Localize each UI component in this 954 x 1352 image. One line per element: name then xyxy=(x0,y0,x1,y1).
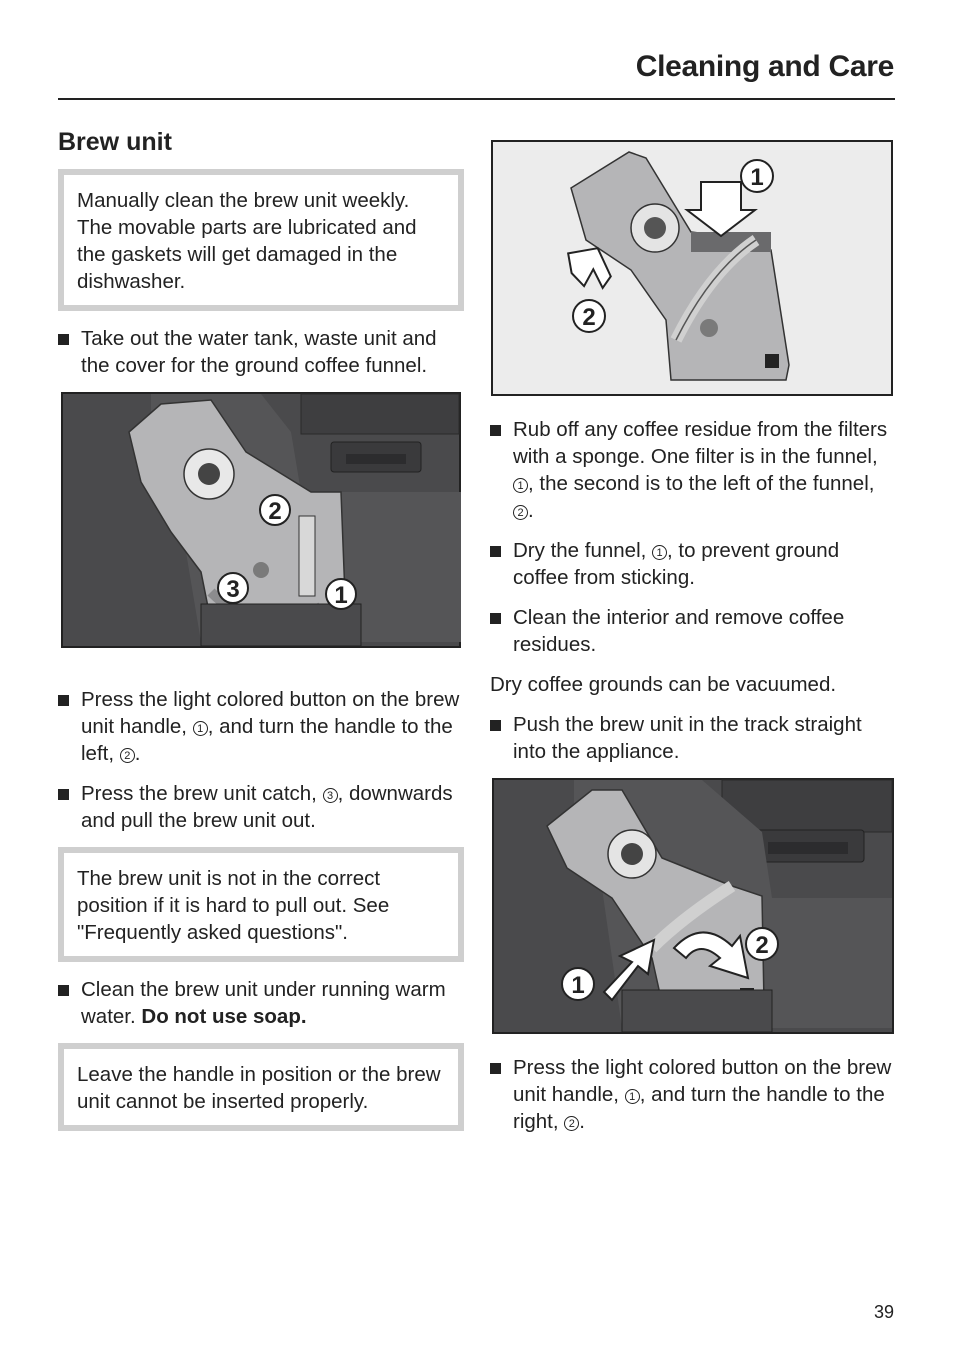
step-catch xyxy=(58,780,464,834)
brew-unit-funnel-hole xyxy=(198,463,220,485)
marker-one-label: 1 xyxy=(750,164,764,191)
appliance-slot-inner xyxy=(346,454,406,464)
marker-two xyxy=(260,495,290,525)
step-dry-text-a: Dry the funnel, xyxy=(513,539,653,562)
figure-brew-unit-removal xyxy=(61,392,461,648)
circled-number-one: 1 xyxy=(652,545,667,560)
marker-one-label: 1 xyxy=(571,972,585,999)
step-press-left-text-b: , and turn the handle to the left, xyxy=(81,715,453,765)
step-interior-text: Clean the interior and remove coffee residues. xyxy=(513,606,845,656)
step-catch-text-b: , downwards and pull the brew unit out. xyxy=(81,782,453,832)
right-column xyxy=(490,140,893,1148)
marker-two-label: 2 xyxy=(755,932,769,959)
step-press-left xyxy=(58,686,464,767)
appliance-panel xyxy=(301,394,459,434)
left-column xyxy=(58,124,464,1145)
step-rub-text-b: , the second is to the left of the funnel, xyxy=(528,472,875,495)
step-catch-text-a: Press the brew unit catch, xyxy=(81,782,323,805)
step-rub-text-a: Rub off any coffee residue from the filters with a sponge. One filter is in the funnel, xyxy=(513,418,888,468)
brew-unit-latch xyxy=(765,354,779,368)
circled-number-two: 2 xyxy=(120,748,135,763)
base-tray xyxy=(201,604,361,646)
circled-number-one: 1 xyxy=(193,721,208,736)
bullet-square xyxy=(490,546,501,557)
step-dry-text-b: , to prevent ground coffee from sticking. xyxy=(513,539,840,589)
marker-two xyxy=(746,928,778,960)
step-press-right-text-a: Press the light colored button on the brew unit handle, xyxy=(513,1056,892,1106)
marker-one xyxy=(741,160,773,192)
circled-number-two: 2 xyxy=(513,505,528,520)
brew-unit-gear xyxy=(253,562,269,578)
brew-unit-filter-left xyxy=(700,319,718,337)
vacuum-note: Dry coffee grounds can be vacuumed. xyxy=(490,673,837,696)
step-press-left-text-c: . xyxy=(134,742,141,765)
step-take-out-text: Take out the water tank, waste unit and the cover for the ground coffee funnel. xyxy=(81,327,437,377)
figure-brew-unit-insert xyxy=(492,778,894,1034)
step-press-right xyxy=(490,1054,893,1135)
bullet-square xyxy=(490,720,501,731)
section-title: Brew unit xyxy=(58,128,172,156)
appliance-slot-inner xyxy=(768,842,848,854)
step-rub-text-c: . xyxy=(528,499,534,522)
bullet-square xyxy=(490,1063,501,1074)
marker-three xyxy=(218,573,248,603)
step-rub xyxy=(490,416,893,524)
step-interior xyxy=(490,604,893,658)
circled-number-one: 1 xyxy=(625,1089,640,1104)
bullet-square xyxy=(58,334,69,345)
step-push-text: Push the brew unit in the track straight into the appliance. xyxy=(513,713,862,763)
marker-two-label: 2 xyxy=(582,304,596,331)
step-press-right-text-b: , and turn the handle to the right, xyxy=(513,1083,885,1133)
circled-number-one: 1 xyxy=(513,478,528,493)
brew-unit-top-plate xyxy=(691,232,771,252)
marker-one xyxy=(562,968,594,1000)
bullet-square xyxy=(490,613,501,624)
note-position: The brew unit is not in the correct position if it is hard to pull out. See "Frequently asked questions". xyxy=(58,847,464,962)
page-header-title: Cleaning and Care xyxy=(635,50,894,83)
step-press-right-text-c: . xyxy=(579,1110,585,1133)
note-handle: Leave the handle in position or the brew unit cannot be inserted properly. xyxy=(58,1043,464,1131)
marker-two-label: 2 xyxy=(268,498,282,525)
step-clean-warning: Do not use soap. xyxy=(141,1005,307,1028)
bullet-square xyxy=(58,695,69,706)
marker-two xyxy=(573,300,605,332)
marker-one-label: 1 xyxy=(334,582,348,609)
step-push xyxy=(490,711,893,765)
header-rule xyxy=(58,98,895,100)
step-clean-text: Clean the brew unit under running warm water. xyxy=(81,978,446,1028)
step-take-out xyxy=(58,325,464,379)
brew-unit-funnel-hole xyxy=(621,843,643,865)
circled-number-two: 2 xyxy=(564,1116,579,1131)
brew-unit-rod xyxy=(299,516,315,596)
step-dry xyxy=(490,537,893,591)
brew-unit-funnel-hole xyxy=(644,217,666,239)
step-press-left-text-a: Press the light colored button on the brew unit handle, xyxy=(81,688,460,738)
bullet-square xyxy=(58,789,69,800)
bullet-square xyxy=(490,425,501,436)
figure-brew-unit-filters xyxy=(491,140,893,396)
circled-number-three: 3 xyxy=(323,788,338,803)
page-number: 39 xyxy=(873,1302,894,1322)
base-tray xyxy=(622,990,772,1032)
note-weekly: Manually clean the brew unit weekly. The movable parts are lubricated and the gaskets will get damaged in the dishwasher. xyxy=(58,169,464,311)
bullet-square xyxy=(58,985,69,996)
step-clean xyxy=(58,976,464,1030)
marker-three-label: 3 xyxy=(226,576,240,603)
marker-one xyxy=(326,579,356,609)
